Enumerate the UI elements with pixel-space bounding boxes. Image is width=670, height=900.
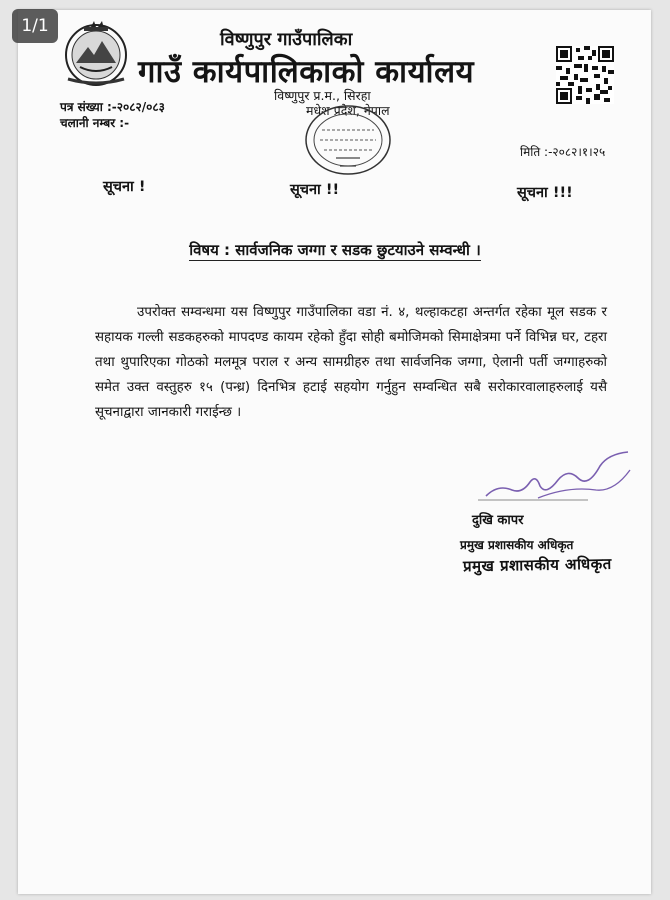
signatory-name: दुखि कापर	[472, 513, 524, 528]
subject-text: विषय : सार्वजनिक जग्गा र सडक छुटयाउने सम्वन्धी ।	[189, 241, 481, 259]
subject-line	[0, 240, 670, 260]
notice-body: उपरोक्त सम्वन्धमा यस विष्णुपुर गाउँपालिका वडा नं. ४, थल्हाकटहा अन्तर्गत रहेका मूल सडक र सहायक गल्ली सडकहरुको मापदण्ड कायम रहेको हुँदा सोही बमोजिमको सिमाक्षेत्रमा पर्ने विभिन्न घर, टहरा तथा थुपारिएका गोठको मलमूत्र पराल र अन्य सामग्रीहरु तथा सार्वजनिक जग्गा, ऐलानी पर्ती जग्गाहरुको समेत उक्त वस्तुहरु १५ (पन्ध्र) दिनभित्र हटाई सहयोग गर्नुहुन सम्वन्धित सबै सरोकारवालाहरुलाई यसै सूचनाद्वारा जानकारी गराईन्छ ।	[95, 305, 607, 420]
nepal-emblem-icon	[60, 17, 132, 89]
office-name: गाउँ कार्यपालिकाको कार्यालय	[138, 54, 475, 90]
letter-number: पत्र संख्या :-२०८२/०८३	[60, 100, 165, 114]
signatory-stamp: प्रमुख प्रशासकीय अधिकृत	[462, 554, 612, 576]
org-name: विष्णुपुर गाउँपालिका	[220, 29, 353, 50]
notice-heading-1: सूचना !	[103, 179, 146, 195]
office-stamp-icon	[300, 100, 396, 180]
notice-heading-2: सूचना !!	[290, 182, 340, 198]
dispatch-number: चलानी नम्बर :-	[60, 116, 130, 130]
address-line-1: विष्णुपुर प्र.म., सिरहा	[274, 88, 371, 103]
notice-heading-3: सूचना !!!	[517, 185, 573, 201]
signatory-title: प्रमुख प्रशासकीय अधिकृत	[460, 538, 574, 552]
letter-date: मिति :-२०८२।१।२५	[520, 145, 606, 159]
page-counter: 1/1	[12, 9, 58, 43]
qr-code-icon	[556, 46, 614, 104]
address-line-2: मधेश प्रदेश, नेपाल	[306, 103, 390, 118]
handwritten-signature-icon	[478, 444, 638, 504]
